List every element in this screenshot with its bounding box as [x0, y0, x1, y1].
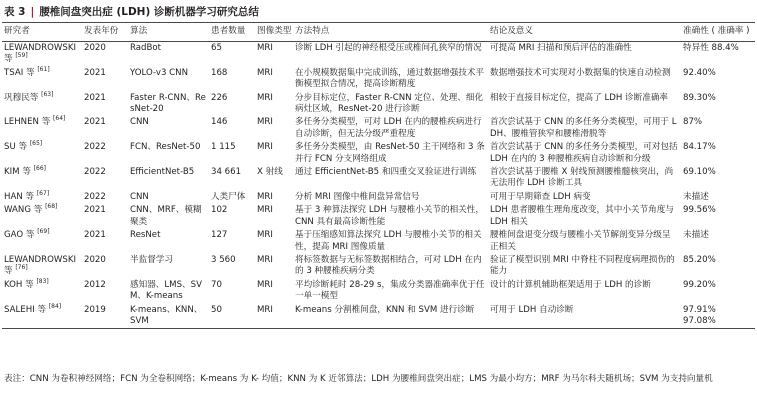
conclusion-cell: 腰椎间盘退变分级与腰椎小关节解剖变异分级呈正相关 — [490, 230, 671, 252]
image-type-cell: MRI — [257, 43, 273, 53]
method-cell: 多任务分类模型，可对 LDH 在内的腰椎疾病进行自动诊断，但无法分级严重程度 — [295, 117, 482, 139]
researcher-name: GAO 等 — [4, 230, 35, 241]
image-type-cell: MRI — [257, 67, 273, 78]
header-image-type: 图像类型 — [255, 23, 293, 42]
accuracy-value-secondary: 97.08% — [683, 315, 716, 326]
table-row — [2, 304, 755, 329]
caption-separator: | — [30, 6, 35, 18]
year-cell: 2021 — [84, 117, 106, 128]
accuracy-cell: 未描述 — [683, 230, 709, 241]
method-cell: 分步目标定位，Faster R-CNN 定位、处理、细化病灶区域，ResNet-20 进行诊断 — [295, 92, 484, 115]
table-row — [2, 254, 755, 279]
image-type-cell: MRI — [257, 92, 273, 103]
conclusion-cell: 首次尝试基于 CNN 的多任务分类模型，可用于 LDH、腰椎管狭窄和腰椎滑脱等 — [490, 117, 677, 139]
conclusion-cell: 相较于直接目标定位，提高了 LDH 诊断准确率 — [490, 92, 669, 103]
reference-number: [65] — [29, 140, 43, 148]
table-row — [2, 166, 755, 191]
header-accuracy: 准确性 ( 准确率 ) — [681, 23, 755, 42]
ldh-ml-table — [2, 23, 755, 328]
header-method: 方法特点 — [293, 23, 488, 42]
table-number: 表 3 — [4, 6, 26, 18]
method-cell: 诊断 LDH 引起的神经根受压或椎间孔狭窄的情况 — [295, 43, 482, 53]
table-note: 表注：CNN 为卷积神经网络；FCN 为全卷积网络；K-means 为 K- 均值；KNN 为 K 近邻算法；LDH 为腰椎间盘突出症；LMS 为最小均方；MRF 为马尔科夫随机场；SVM 为支持向量机 — [4, 374, 713, 384]
table-title: 腰椎间盘突出症 (LDH) 诊断机器学习研究总结 — [39, 6, 259, 18]
year-cell: 2022 — [84, 167, 106, 178]
conclusion-cell: 可用于早期筛查 LDH 病变 — [490, 191, 591, 202]
reference-number: [84] — [48, 302, 62, 310]
accuracy-cell: 99.56% — [683, 205, 716, 216]
algorithm-cell: 感知器、LMS、SVM、K-means — [130, 279, 202, 302]
researcher-cell — [2, 229, 82, 254]
algorithm-cell: EfficientNet-B5 — [130, 167, 195, 178]
table-row — [2, 92, 755, 117]
researcher-cell — [2, 204, 82, 229]
accuracy-cell: 特异性 88.4% — [683, 43, 739, 53]
researcher-name: SALEHI 等 — [4, 304, 47, 315]
patients-cell: 65 — [211, 43, 222, 53]
researcher-name: SU 等 — [4, 142, 28, 153]
table-row — [2, 191, 755, 204]
table-header — [2, 23, 755, 42]
table-caption — [4, 4, 753, 21]
method-cell: K-means 分割椎间盘，KNN 和 SVM 进行诊断 — [295, 304, 475, 315]
researcher-name: LEHNEN 等 — [4, 117, 51, 128]
researcher-cell — [2, 304, 82, 329]
patients-cell: 34 661 — [211, 167, 242, 178]
table-row — [2, 204, 755, 229]
conclusion-cell: 可提高 MRI 扫描和预后评估的准确性 — [490, 43, 632, 53]
conclusion-cell: 验证了模型识别 MRI 中脊柱不同程度病理损伤的能力 — [490, 254, 675, 277]
conclusion-cell: 首次尝试基于 CNN 的多任务分类模型，可对包括 LDH 在内的 3 种腰椎疾病自动诊断和分级 — [490, 142, 678, 164]
year-cell: 2021 — [84, 230, 106, 241]
method-cell: 在小规模数据集中完成训练，通过数据增强技术平衡模型拟合情况，提高诊断精度 — [295, 67, 485, 90]
year-cell: 2019 — [84, 304, 106, 315]
table-row — [2, 116, 755, 141]
year-cell: 2021 — [84, 205, 106, 216]
accuracy-cell: 87% — [683, 117, 703, 128]
conclusion-cell: 可用于 LDH 自动诊断 — [490, 304, 574, 315]
conclusion-cell: 设计的计算机辅助框架适用于 LDH 的诊断 — [490, 279, 651, 290]
researcher-cell — [2, 279, 82, 304]
year-cell: 2021 — [84, 67, 106, 78]
algorithm-cell: CNN — [130, 191, 149, 202]
year-cell: 2021 — [84, 92, 106, 103]
year-cell: 2022 — [84, 191, 106, 202]
reference-number: [76] — [15, 264, 28, 272]
reference-number: [59] — [15, 52, 28, 60]
reference-number: [83] — [36, 277, 49, 285]
header-researcher: 研究者 — [2, 23, 82, 42]
reference-number: [69] — [37, 228, 50, 236]
header-patients: 患者数量 — [209, 23, 255, 42]
table-row — [2, 279, 755, 304]
method-cell: 基于 3 种算法探究 LDH 与腰椎小关节的相关性，CNN 具有最高诊断性能 — [295, 205, 484, 227]
patients-cell: 3 560 — [211, 254, 236, 265]
researcher-cell — [2, 92, 82, 117]
image-type-cell: X 射线 — [257, 167, 283, 178]
method-cell: 通过 EfficientNet-B5 和四重交叉验证进行训练 — [295, 167, 477, 178]
table-row — [2, 141, 755, 166]
header-conclusion: 结论及意义 — [488, 23, 681, 42]
image-type-cell: MRI — [257, 142, 273, 153]
patients-cell: 50 — [211, 304, 222, 315]
table-row — [2, 67, 755, 92]
accuracy-cell — [681, 304, 755, 329]
algorithm-cell: ResNet — [130, 230, 161, 241]
reference-number: [68] — [45, 203, 58, 211]
year-cell: 2020 — [84, 43, 106, 53]
method-cell: 分析 MRI 图像中椎间盘异常信号 — [295, 191, 420, 202]
reference-number: [64] — [53, 115, 66, 123]
table-row — [2, 229, 755, 254]
researcher-name: WANG 等 — [4, 205, 43, 216]
researcher-cell — [2, 166, 82, 191]
researcher-cell — [2, 42, 82, 67]
reference-number: [61] — [37, 65, 50, 73]
accuracy-cell: 69.10% — [683, 167, 716, 178]
image-type-cell: MRI — [257, 205, 273, 216]
researcher-name: KOH 等 — [4, 279, 34, 290]
header-year: 发表年份 — [82, 23, 128, 42]
algorithm-cell: Faster R-CNN、ResNet-20 — [130, 92, 206, 115]
researcher-name: KIM 等 — [4, 167, 31, 178]
patients-cell: 127 — [211, 230, 228, 241]
year-cell: 2012 — [84, 279, 106, 290]
method-cell: 基于压缩感知算法探究 LDH 与腰椎小关节的相关性，提高 MRI 图像质量 — [295, 230, 482, 252]
researcher-name: TSAI 等 — [4, 67, 35, 78]
conclusion-cell: LDH 患者腰椎生理角度改变，其中小关节角度与 LDH 相关 — [490, 205, 674, 227]
patients-cell: 168 — [211, 67, 228, 78]
researcher-cell — [2, 141, 82, 166]
researcher-name: 巩穆民等 — [4, 92, 39, 103]
accuracy-cell: 85.20% — [683, 254, 716, 265]
table-body — [2, 42, 755, 329]
accuracy-value: 97.91% — [683, 304, 716, 315]
researcher-cell — [2, 254, 82, 279]
image-type-cell: MRI — [257, 254, 273, 265]
algorithm-cell: YOLO-v3 CNN — [130, 67, 189, 78]
reference-number: [66] — [33, 165, 46, 173]
patients-cell: 102 — [211, 205, 228, 216]
patients-cell: 226 — [211, 92, 228, 103]
accuracy-cell: 92.40% — [683, 67, 716, 78]
researcher-cell — [2, 191, 82, 204]
researcher-name: LEWANDROWSKI 等 — [4, 254, 77, 277]
accuracy-cell: 99.20% — [683, 279, 716, 290]
algorithm-cell: FCN、ResNet-50 — [130, 142, 201, 153]
table-row — [2, 42, 755, 67]
conclusion-cell: 数据增强技术可实现对小数据集的快速自动检测 — [490, 67, 671, 78]
algorithm-cell: K-means、KNN、SVM — [130, 304, 203, 326]
algorithm-cell: 半监督学习 — [130, 254, 173, 265]
researcher-cell — [2, 116, 82, 141]
researcher-name: LEWANDROWSKI 等 — [4, 43, 77, 65]
image-type-cell: MRI — [257, 191, 273, 202]
image-type-cell: MRI — [257, 304, 273, 315]
ldh-ml-table-container — [2, 22, 755, 329]
patients-cell: 70 — [211, 279, 222, 290]
algorithm-cell: CNN — [130, 117, 149, 128]
patients-cell: 146 — [211, 117, 228, 128]
researcher-name: HAN 等 — [4, 191, 35, 202]
image-type-cell: MRI — [257, 230, 273, 241]
accuracy-cell: 89.30% — [683, 92, 716, 103]
reference-number: [67] — [36, 190, 50, 198]
year-cell: 2022 — [84, 142, 106, 153]
image-type-cell: MRI — [257, 279, 273, 290]
researcher-cell — [2, 67, 82, 92]
method-cell: 多任务分类模型，由 ResNet-50 主干网络和 3 条并行 FCN 分支网络组成 — [295, 142, 485, 164]
patients-cell: 1 115 — [211, 142, 236, 153]
header-algorithm: 算法 — [128, 23, 209, 42]
method-cell: 平均诊断耗时 28-29 s，集成分类器准确率优于任一单一模型 — [295, 279, 485, 302]
accuracy-cell: 未描述 — [683, 191, 709, 202]
reference-number: [63] — [41, 90, 54, 98]
header-row — [2, 23, 755, 42]
patients-cell: 人类尸体 — [211, 191, 246, 202]
accuracy-cell: 84.17% — [683, 142, 716, 153]
algorithm-cell: CNN、MRF、模糊聚类 — [130, 205, 202, 227]
algorithm-cell: RadBot — [130, 43, 162, 53]
year-cell: 2020 — [84, 254, 106, 265]
image-type-cell: MRI — [257, 117, 273, 128]
conclusion-cell: 首次尝试基于腰椎 X 射线预测腰椎髓核突出，尚无法用作 LDH 诊断工具 — [490, 167, 674, 189]
method-cell: 将标签数据与无标签数据相结合，可对 LDH 在内的 3 种腰椎疾病分类 — [295, 254, 482, 277]
